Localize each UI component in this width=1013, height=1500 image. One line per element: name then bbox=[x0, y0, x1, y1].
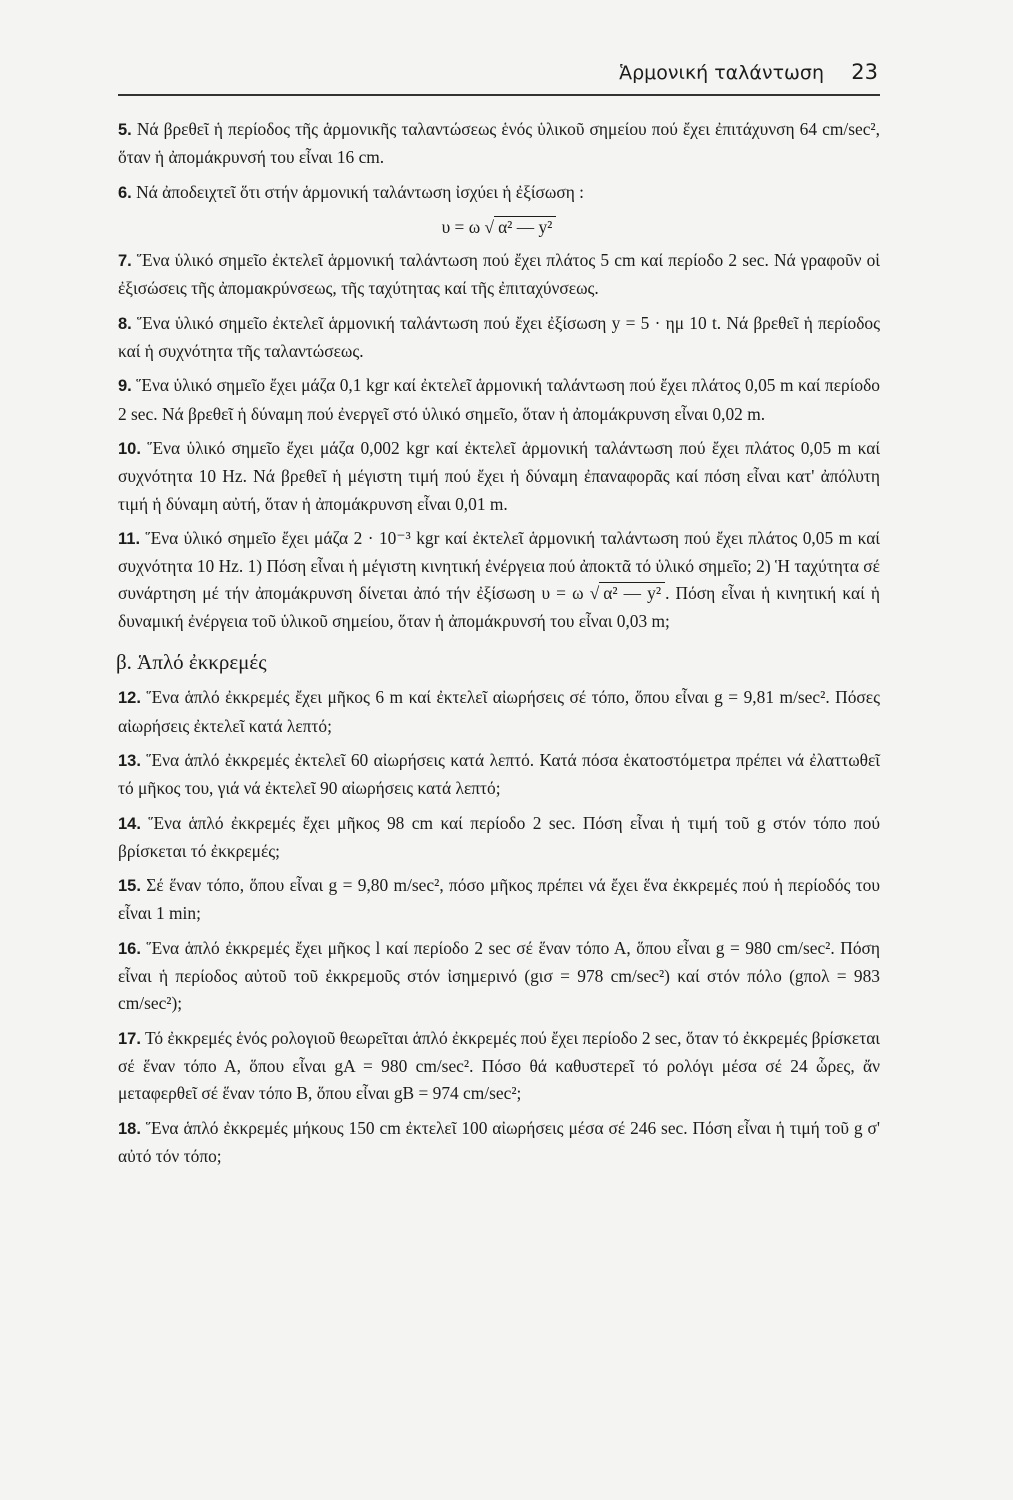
problem-15: 15. Σέ ἕναν τόπο, ὅπου εἶναι g = 9,80 m/sec², πόσο μῆκος πρέπει νά ἔχει ἕνα ἐκκρεμές πού ἡ περίοδός του εἶναι 1 min; bbox=[118, 875, 880, 924]
problem-18: 18. Ἕνα ἁπλό ἐκκρεμές μήκους 150 cm ἐκτελεῖ 100 αἰωρήσεις μέσα σέ 246 sec. Πόση εἶναι ἡ τιμή τοῦ g σ' αὐτό τόν τόπο; bbox=[118, 1117, 880, 1166]
problem-9: 9. Ἕνα ὑλικό σημεῖο ἔχει μάζα 0,1 kgr καί ἐκτελεῖ ἁρμονική ταλάντωση πού ἔχει πλάτος 0,05 m καί περίοδο 2 sec. Νά βρεθεῖ ἡ δύναμη πού ἐνεργεῖ στό ὑλικό σημεῖο, ὅταν ἡ ἀπομάκρυνση εἶναι 0,02 m. bbox=[118, 375, 880, 424]
equation-velocity: υ = ω √ α² — y² bbox=[118, 214, 880, 241]
problem-11: 11. Ἕνα ὑλικό σημεῖο ἔχει μάζα 2 · 10⁻³ kgr καί ἐκτελεῖ ἁρμονική ταλάντωση πού ἔχει πλάτος 0,05 m καί συχνότητα 10 Hz. 1) Πόση εἶναι ἡ μέγιστη κινητική ἐνέργεια πού ἀποκτᾶ τό ὑλικό σημεῖο; 2) Ἡ ταχύτητα σέ συνάρτηση μέ τήν ἀπομάκρυνση δίνεται ἀπό τήν ἐξίσωση υ = ω √ α² — y² . Πόση εἶναι ἡ κινητική καί ἡ δυναμική ἐνέργεια τοῦ ὑλικοῦ σημείου, ὅταν ἡ ἀπομάκρυνσή του εἶναι 0,03 m; bbox=[118, 527, 880, 631]
problem-8: 8. Ἕνα ὑλικό σημεῖο ἐκτελεῖ ἁρμονική ταλάντωση πού ἔχει ἐξίσωση y = 5 · ημ 10 t. Νά βρεθεῖ ἡ περίοδος καί ἡ συχνότητα τῆς ταλαντώσεως. bbox=[118, 312, 880, 362]
header-title: Ἁρμονική ταλάντωση bbox=[619, 62, 824, 84]
problem-14: 14. Ἕνα ἁπλό ἐκκρεμές ἔχει μῆκος 98 cm καί περίοδο 2 sec. Πόση εἶναι ἡ τιμή τοῦ g στόν τόπο πού βρίσκεται τό ἐκκρεμές; bbox=[118, 812, 880, 861]
problem-13: 13. Ἕνα ἁπλό ἐκκρεμές ἐκτελεῖ 60 αἰωρήσεις κατά λεπτό. Κατά πόσα ἑκατοστόμετρα πρέπει νά ἐλαττωθεῖ τό μῆκος του, γιά νά ἐκτελεῖ 90 αἰωρήσεις κατά λεπτό; bbox=[118, 749, 880, 799]
problem-5: 5. Νά βρεθεῖ ἡ περίοδος τῆς ἁρμονικῆς ταλαντώσεως ἑνός ὑλικοῦ σημείου πού ἔχει ἐπιτάχυνση 64 cm/sec², ὅταν ἡ ἀπομάκρυνσή του εἶναι 16 cm. bbox=[118, 119, 880, 168]
problem-6: 6. Νά ἀποδειχτεῖ ὅτι στήν ἁρμονική ταλάντωση ἰσχύει ἡ ἐξίσωση : bbox=[118, 181, 584, 202]
section-heading-simple-pendulum: β. Ἁπλό ἐκκρεμές bbox=[116, 650, 267, 675]
problem-7: 7. Ἕνα ὑλικό σημεῖο ἐκτελεῖ ἁρμονική ταλάντωση πού ἔχει πλάτος 5 cm καί περίοδο 2 sec. Νά γραφοῦν οἱ ἐξισώσεις τῆς ἀπομακρύνσεως, τῆς ταχύτητας καί τῆς ἐπιταχύνσεως. bbox=[118, 250, 880, 299]
problem-17: 17. Τό ἐκκρεμές ἑνός ρολογιοῦ θεωρεῖται ἁπλό ἐκκρεμές πού ἔχει περίοδο 2 sec, ὅταν τό ἐκκρεμές βρίσκεται σέ ἕναν τόπο Α, ὅπου εἶναι gA = 980 cm/sec². Πόσο θά καθυστερεῖ τό ρολόγι μέσα σέ 24 ὧρες, ἄν μεταφερθεῖ σέ ἕναν τόπο Β, ὅπου εἶναι gB = 974 cm/sec²; bbox=[118, 1027, 880, 1104]
page-content bbox=[118, 116, 880, 1177]
problem-12: 12. Ἕνα ἁπλό ἐκκρεμές ἔχει μῆκος 6 m καί ἐκτελεῖ αἰωρήσεις σέ τόπο, ὅπου εἶναι g = 9,81 m/sec². Πόσες αἰωρήσεις ἐκτελεῖ κατά λεπτό; bbox=[118, 687, 880, 736]
page-number: 23 bbox=[851, 60, 878, 84]
problem-10: 10. Ἕνα ὑλικό σημεῖο ἔχει μάζα 0,002 kgr καί ἐκτελεῖ ἁρμονική ταλάντωση πού ἔχει πλάτος 0,05 m καί συχνότητα 10 Hz. Νά βρεθεῖ ἡ μέγιστη τιμή πού ἔχει ἡ δύναμη ἐπαναφορᾶς καί πόση εἶναι κατ' ἀπόλυτη τιμή ἡ δύναμη αὐτή, ὅταν ἡ ἀπομάκρυνση εἶναι 0,01 m. bbox=[118, 437, 880, 514]
problem-16: 16. Ἕνα ἁπλό ἐκκρεμές ἔχει μῆκος l καί περίοδο 2 sec σέ ἕναν τόπο Α, ὅπου εἶναι g = 980 cm/sec². Πόση εἶναι ἡ περίοδος αὐτοῦ τοῦ ἐκκρεμοῦς στόν ἰσημερινό (gισ = 978 cm/sec²) καί στόν πόλο (gπολ = 983 cm/sec²); bbox=[118, 937, 880, 1014]
running-header bbox=[118, 58, 880, 96]
